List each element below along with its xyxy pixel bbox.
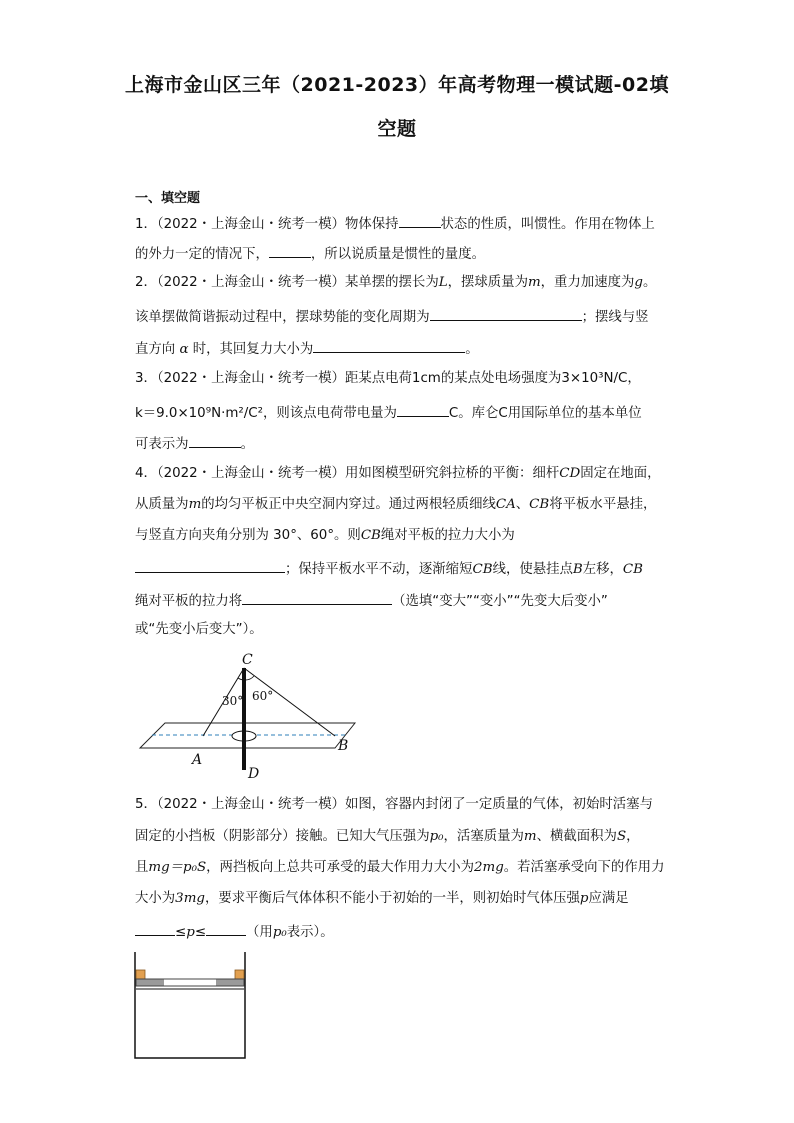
question-3-line-3: 可表示为 。 (135, 433, 254, 454)
question-2-line-3: 直方向 α 时，其回复力大小为 。 (135, 338, 479, 359)
question-1-line-1: 1．（2022・上海金山・统考一模）物体保持 状态的性质，叫惯性。作用在物体上 (135, 213, 655, 234)
label-d: D (248, 766, 260, 782)
label-b: B (338, 738, 349, 754)
question-4-line-1: 4．（2022・上海金山・统考一模）用如图模型研究斜拉桥的平衡：细杆CD固定在地面， (135, 466, 661, 481)
label-c: C (242, 652, 253, 668)
answer-blank[interactable] (397, 402, 449, 417)
answer-blank[interactable] (313, 338, 465, 353)
question-3-line-1: 3．（2022・上海金山・统考一模）距某点电荷1cm的某点处电场强度为3×10³N/C， (135, 371, 641, 386)
question-4-line-2: 从质量为m的均匀平板正中央空洞内穿过。通过两根轻质细线CA、CB将平板水平悬挂， (135, 497, 657, 512)
answer-blank[interactable] (206, 921, 246, 936)
container-piston-figure (132, 950, 250, 1060)
question-5-line-1: 5．（2022・上海金山・统考一模）如图，容器内封闭了一定质量的气体，初始时活塞与 (135, 797, 653, 812)
question-5-line-5: ≤p≤ （用p₀表示）。 (135, 921, 334, 942)
piston-left-shade (136, 979, 164, 986)
question-2-line-1: 2．（2022・上海金山・统考一模）某单摆的摆长为L，摆球质量为m，重力加速度为g。 (135, 275, 657, 290)
label-a: A (192, 752, 203, 768)
answer-blank[interactable] (242, 590, 392, 605)
answer-blank[interactable] (430, 306, 582, 321)
question-2-line-2: 该单摆做简谐振动过程中，摆球势能的变化周期为 ；摆线与竖 (135, 306, 649, 327)
question-1-line-2: 的外力一定的情况下， ，所以说质量是惯性的量度。 (135, 243, 485, 264)
question-5-line-2: 固定的小挡板（阴影部分）接触。已知大气压强为p₀，活塞质量为m、横截面积为S， (135, 829, 640, 844)
question-5-line-3: 且mg＝p₀S，两挡板向上总共可承受的最大作用力大小为2mg。若活塞承受向下的作用力 (135, 860, 665, 875)
question-4-line-6: 或“先变小后变大”）。 (135, 622, 263, 637)
piston-right-shade (216, 979, 244, 986)
answer-blank[interactable] (189, 433, 241, 448)
question-5-line-4: 大小为3mg，要求平衡后气体体积不能小于初始的一半，则初始时气体压强p应满足 (135, 891, 629, 906)
answer-blank[interactable] (269, 243, 311, 258)
answer-blank[interactable] (399, 213, 441, 228)
bridge-model-figure (130, 648, 370, 783)
question-3-line-2: k＝9.0×10⁹N·m²/C²，则该点电荷带电量为 C。库仑C用国际单位的基本单位 (135, 402, 642, 423)
angle-label-60: 60° (252, 689, 274, 703)
container-walls (135, 952, 245, 1058)
page-title-continued: 空题 (377, 118, 417, 140)
answer-blank[interactable] (135, 921, 175, 936)
stopper-right (235, 970, 244, 979)
page-title: 上海市金山区三年（2021-2023）年高考物理一模试题-02填 (125, 74, 669, 96)
section-heading: 一、填空题 (135, 191, 201, 206)
question-4-line-4: ；保持平板水平不动，逐渐缩短CB线，使悬挂点B左移，CB (135, 558, 643, 579)
question-4-line-5: 绳对平板的拉力将 （选填“变大”“变小”“先变大后变小” (135, 590, 608, 611)
angle-label-30: 30° (222, 694, 244, 708)
stopper-left (136, 970, 145, 979)
question-4-line-3: 与竖直方向夹角分别为 30°、60°。则CB绳对平板的拉力大小为 (135, 528, 515, 543)
answer-blank[interactable] (135, 558, 285, 573)
